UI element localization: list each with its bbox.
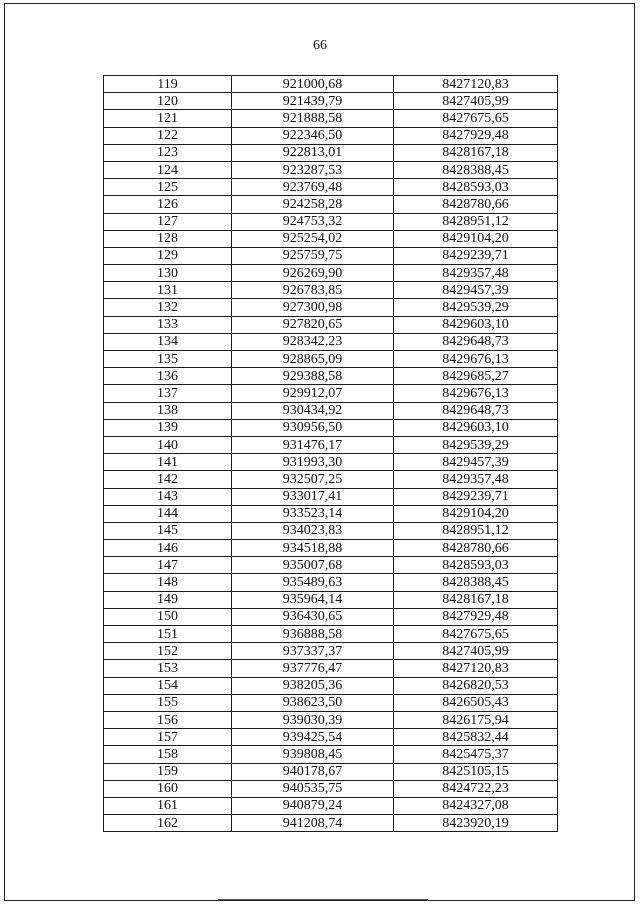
point-number-cell: 128	[104, 230, 232, 247]
point-number-cell: 150	[104, 608, 232, 625]
point-number-cell: 147	[104, 557, 232, 574]
x-coordinate-cell: 921439,79	[232, 93, 394, 110]
x-coordinate-cell: 935964,14	[232, 591, 394, 608]
point-number-cell: 131	[104, 282, 232, 299]
point-number-cell: 135	[104, 351, 232, 368]
y-coordinate-cell: 8429357,48	[394, 265, 558, 282]
y-coordinate-cell: 8429603,10	[394, 419, 558, 436]
y-coordinate-cell: 8427929,48	[394, 608, 558, 625]
table-row	[104, 265, 558, 282]
table-row	[104, 626, 558, 643]
x-coordinate-cell: 926269,90	[232, 265, 394, 282]
point-number-cell: 130	[104, 265, 232, 282]
table-row	[104, 643, 558, 660]
table-row	[104, 763, 558, 780]
table-row	[104, 694, 558, 711]
point-number-cell: 159	[104, 763, 232, 780]
x-coordinate-cell: 925254,02	[232, 230, 394, 247]
point-number-cell: 119	[104, 76, 232, 93]
y-coordinate-cell: 8429457,39	[394, 454, 558, 471]
y-coordinate-cell: 8428593,03	[394, 179, 558, 196]
point-number-cell: 129	[104, 247, 232, 264]
table-row	[104, 93, 558, 110]
table-row	[104, 557, 558, 574]
y-coordinate-cell: 8427675,65	[394, 110, 558, 127]
table-row	[104, 419, 558, 436]
y-coordinate-cell: 8429648,73	[394, 333, 558, 350]
table-row	[104, 540, 558, 557]
y-coordinate-cell: 8428388,45	[394, 574, 558, 591]
x-coordinate-cell: 935007,68	[232, 557, 394, 574]
y-coordinate-cell: 8429104,20	[394, 230, 558, 247]
x-coordinate-cell: 923287,53	[232, 161, 394, 178]
y-coordinate-cell: 8427120,83	[394, 76, 558, 93]
y-coordinate-cell: 8427675,65	[394, 626, 558, 643]
point-number-cell: 144	[104, 505, 232, 522]
y-coordinate-cell: 8429676,13	[394, 385, 558, 402]
x-coordinate-cell: 921888,58	[232, 110, 394, 127]
point-number-cell: 127	[104, 213, 232, 230]
point-number-cell: 152	[104, 643, 232, 660]
table-row	[104, 213, 558, 230]
x-coordinate-cell: 939425,54	[232, 729, 394, 746]
point-number-cell: 137	[104, 385, 232, 402]
y-coordinate-cell: 8424327,08	[394, 797, 558, 814]
table-row	[104, 746, 558, 763]
table-row	[104, 505, 558, 522]
point-number-cell: 136	[104, 368, 232, 385]
point-number-cell: 138	[104, 402, 232, 419]
y-coordinate-cell: 8428780,66	[394, 540, 558, 557]
point-number-cell: 121	[104, 110, 232, 127]
x-coordinate-cell: 938205,36	[232, 677, 394, 694]
y-coordinate-cell: 8429648,73	[394, 402, 558, 419]
x-coordinate-cell: 922813,01	[232, 144, 394, 161]
x-coordinate-cell: 938623,50	[232, 694, 394, 711]
point-number-cell: 160	[104, 780, 232, 797]
y-coordinate-cell: 8425105,15	[394, 763, 558, 780]
table-row	[104, 368, 558, 385]
table-row	[104, 436, 558, 453]
table-row	[104, 574, 558, 591]
y-coordinate-cell: 8428167,18	[394, 591, 558, 608]
x-coordinate-cell: 924258,28	[232, 196, 394, 213]
y-coordinate-cell: 8429676,13	[394, 351, 558, 368]
point-number-cell: 151	[104, 626, 232, 643]
coordinates-table-body	[104, 76, 558, 832]
point-number-cell: 148	[104, 574, 232, 591]
table-row	[104, 110, 558, 127]
y-coordinate-cell: 8427929,48	[394, 127, 558, 144]
point-number-cell: 123	[104, 144, 232, 161]
point-number-cell: 134	[104, 333, 232, 350]
x-coordinate-cell: 927820,65	[232, 316, 394, 333]
x-coordinate-cell: 921000,68	[232, 76, 394, 93]
y-coordinate-cell: 8427120,83	[394, 660, 558, 677]
y-coordinate-cell: 8429104,20	[394, 505, 558, 522]
x-coordinate-cell: 927300,98	[232, 299, 394, 316]
y-coordinate-cell: 8429239,71	[394, 488, 558, 505]
y-coordinate-cell: 8428593,03	[394, 557, 558, 574]
x-coordinate-cell: 940879,24	[232, 797, 394, 814]
x-coordinate-cell: 931993,30	[232, 454, 394, 471]
y-coordinate-cell: 8429603,10	[394, 316, 558, 333]
y-coordinate-cell: 8423920,19	[394, 815, 558, 832]
y-coordinate-cell: 8429239,71	[394, 247, 558, 264]
x-coordinate-cell: 939808,45	[232, 746, 394, 763]
table-row	[104, 780, 558, 797]
x-coordinate-cell: 935489,63	[232, 574, 394, 591]
y-coordinate-cell: 8426175,94	[394, 711, 558, 728]
page-number: 66	[313, 38, 327, 53]
point-number-cell: 146	[104, 540, 232, 557]
x-coordinate-cell: 930434,92	[232, 402, 394, 419]
table-row	[104, 677, 558, 694]
y-coordinate-cell: 8429357,48	[394, 471, 558, 488]
x-coordinate-cell: 937776,47	[232, 660, 394, 677]
table-row	[104, 351, 558, 368]
y-coordinate-cell: 8428951,12	[394, 522, 558, 539]
table-row	[104, 76, 558, 93]
point-number-cell: 155	[104, 694, 232, 711]
y-coordinate-cell: 8429457,39	[394, 282, 558, 299]
table-row	[104, 127, 558, 144]
y-coordinate-cell: 8424722,23	[394, 780, 558, 797]
table-row	[104, 196, 558, 213]
x-coordinate-cell: 923769,48	[232, 179, 394, 196]
y-coordinate-cell: 8425475,37	[394, 746, 558, 763]
x-coordinate-cell: 931476,17	[232, 436, 394, 453]
y-coordinate-cell: 8429539,29	[394, 436, 558, 453]
table-row	[104, 454, 558, 471]
x-coordinate-cell: 924753,32	[232, 213, 394, 230]
point-number-cell: 133	[104, 316, 232, 333]
point-number-cell: 157	[104, 729, 232, 746]
point-number-cell: 132	[104, 299, 232, 316]
y-coordinate-cell: 8426820,53	[394, 677, 558, 694]
y-coordinate-cell: 8429685,27	[394, 368, 558, 385]
point-number-cell: 145	[104, 522, 232, 539]
point-number-cell: 149	[104, 591, 232, 608]
x-coordinate-cell: 926783,85	[232, 282, 394, 299]
table-row	[104, 797, 558, 814]
y-coordinate-cell: 8425832,44	[394, 729, 558, 746]
x-coordinate-cell: 929912,07	[232, 385, 394, 402]
table-row	[104, 591, 558, 608]
y-coordinate-cell: 8428167,18	[394, 144, 558, 161]
coordinates-table	[103, 75, 558, 832]
point-number-cell: 120	[104, 93, 232, 110]
point-number-cell: 156	[104, 711, 232, 728]
x-coordinate-cell: 930956,50	[232, 419, 394, 436]
point-number-cell: 161	[104, 797, 232, 814]
table-row	[104, 282, 558, 299]
y-coordinate-cell: 8428780,66	[394, 196, 558, 213]
x-coordinate-cell: 936430,65	[232, 608, 394, 625]
table-row	[104, 522, 558, 539]
x-coordinate-cell: 928865,09	[232, 351, 394, 368]
y-coordinate-cell: 8428388,45	[394, 161, 558, 178]
y-coordinate-cell: 8427405,99	[394, 643, 558, 660]
y-coordinate-cell: 8427405,99	[394, 93, 558, 110]
x-coordinate-cell: 940178,67	[232, 763, 394, 780]
point-number-cell: 139	[104, 419, 232, 436]
table-row	[104, 471, 558, 488]
point-number-cell: 162	[104, 815, 232, 832]
table-row	[104, 179, 558, 196]
x-coordinate-cell: 941208,74	[232, 815, 394, 832]
x-coordinate-cell: 929388,58	[232, 368, 394, 385]
table-row	[104, 230, 558, 247]
table-row	[104, 247, 558, 264]
x-coordinate-cell: 922346,50	[232, 127, 394, 144]
x-coordinate-cell: 933523,14	[232, 505, 394, 522]
table-row	[104, 385, 558, 402]
x-coordinate-cell: 934518,88	[232, 540, 394, 557]
x-coordinate-cell: 932507,25	[232, 471, 394, 488]
point-number-cell: 140	[104, 436, 232, 453]
table-row	[104, 316, 558, 333]
table-row	[104, 161, 558, 178]
point-number-cell: 122	[104, 127, 232, 144]
table-row	[104, 815, 558, 832]
x-coordinate-cell: 936888,58	[232, 626, 394, 643]
table-row	[104, 144, 558, 161]
point-number-cell: 158	[104, 746, 232, 763]
x-coordinate-cell: 928342,23	[232, 333, 394, 350]
table-row	[104, 402, 558, 419]
x-coordinate-cell: 925759,75	[232, 247, 394, 264]
x-coordinate-cell: 934023,83	[232, 522, 394, 539]
x-coordinate-cell: 940535,75	[232, 780, 394, 797]
point-number-cell: 153	[104, 660, 232, 677]
x-coordinate-cell: 937337,37	[232, 643, 394, 660]
point-number-cell: 125	[104, 179, 232, 196]
y-coordinate-cell: 8429539,29	[394, 299, 558, 316]
point-number-cell: 142	[104, 471, 232, 488]
table-row	[104, 711, 558, 728]
point-number-cell: 126	[104, 196, 232, 213]
table-row	[104, 660, 558, 677]
point-number-cell: 154	[104, 677, 232, 694]
y-coordinate-cell: 8428951,12	[394, 213, 558, 230]
point-number-cell: 124	[104, 161, 232, 178]
table-row	[104, 608, 558, 625]
x-coordinate-cell: 933017,41	[232, 488, 394, 505]
footer-rule	[218, 899, 428, 900]
table-row	[104, 488, 558, 505]
point-number-cell: 141	[104, 454, 232, 471]
table-row	[104, 729, 558, 746]
x-coordinate-cell: 939030,39	[232, 711, 394, 728]
table-row	[104, 333, 558, 350]
y-coordinate-cell: 8426505,43	[394, 694, 558, 711]
table-row	[104, 299, 558, 316]
point-number-cell: 143	[104, 488, 232, 505]
